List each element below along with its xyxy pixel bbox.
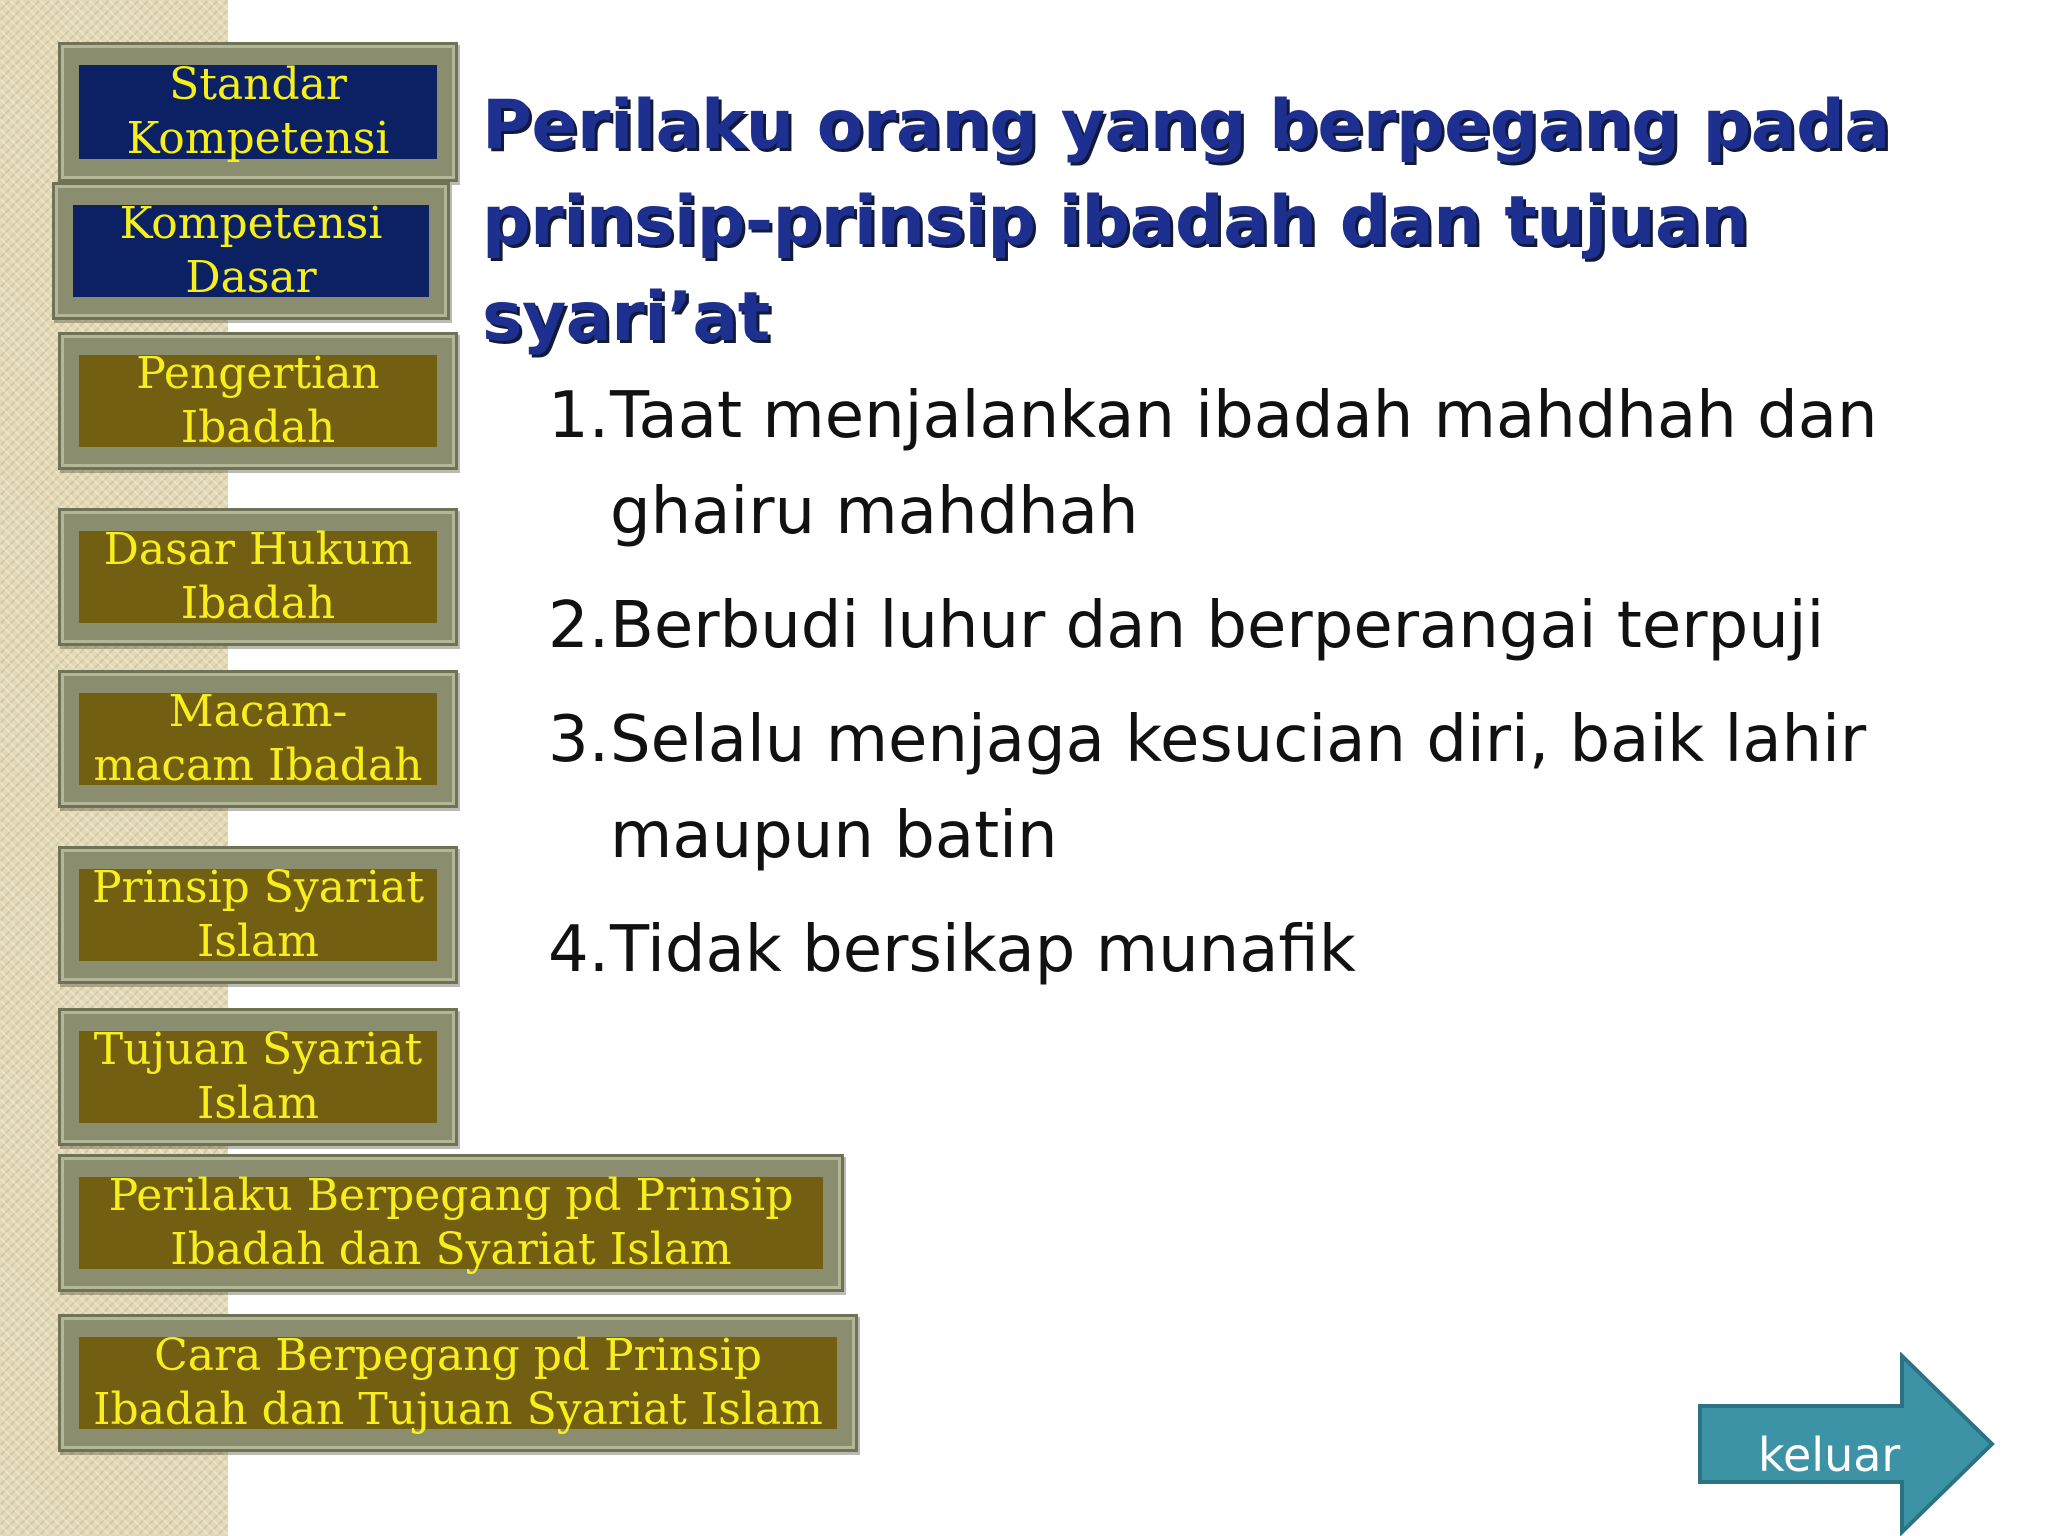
nav-macam-ibadah-button[interactable] [58, 670, 458, 808]
keluar-button[interactable] [1696, 1352, 1996, 1536]
list-item-text: Taat menjalankan ibadah mahdhah dan ghairu mahdhah [610, 379, 1878, 549]
nav-standar-kompetensi-label: Standar Kompetensi [79, 65, 437, 159]
keluar-label: keluar [1758, 1428, 1901, 1482]
list-item-text: Berbudi luhur dan berperangai terpuji [610, 589, 1825, 663]
nav-pengertian-ibadah-label: Pengertian Ibadah [79, 355, 437, 447]
list-item-text: Selalu menjaga kesucian diri, baik lahir maupun batin [610, 703, 1867, 873]
list-item-number: 4. [548, 913, 610, 987]
list-item-number: 2. [548, 589, 610, 663]
list-item-number: 1. [548, 379, 610, 453]
list-item [548, 692, 1948, 884]
slide-title: Perilaku orang yang berpegang pada prinsip-prinsip ibadah dan tujuan syari’at [482, 86, 1890, 357]
nav-perilaku-berpegang-button[interactable] [58, 1154, 844, 1292]
nav-kompetensi-dasar-label: Kompetensi Dasar [73, 205, 429, 297]
list-item-number: 3. [548, 703, 610, 777]
list-item [548, 368, 1948, 560]
nav-cara-berpegang-label: Cara Berpegang pd Prinsip Ibadah dan Tujuan Syariat Islam [79, 1337, 837, 1429]
nav-dasar-hukum-ibadah-button[interactable] [58, 508, 458, 646]
nav-standar-kompetensi-button[interactable] [58, 42, 458, 182]
list-item [548, 902, 1948, 998]
nav-cara-berpegang-button[interactable] [58, 1314, 858, 1452]
nav-dasar-hukum-ibadah-label: Dasar Hukum Ibadah [79, 531, 437, 623]
nav-prinsip-syariat-label: Prinsip Syariat Islam [79, 869, 437, 961]
nav-kompetensi-dasar-button[interactable] [52, 182, 450, 320]
points-list [548, 368, 1948, 1016]
nav-tujuan-syariat-button[interactable] [58, 1008, 458, 1146]
list-item-text: Tidak bersikap munafik [610, 913, 1356, 987]
nav-tujuan-syariat-label: Tujuan Syariat Islam [79, 1031, 437, 1123]
nav-perilaku-berpegang-label: Perilaku Berpegang pd Prinsip Ibadah dan Syariat Islam [79, 1177, 823, 1269]
nav-macam-ibadah-label: Macam- macam Ibadah [79, 693, 437, 785]
nav-pengertian-ibadah-button[interactable] [58, 332, 458, 470]
nav-prinsip-syariat-button[interactable] [58, 846, 458, 984]
list-item [548, 578, 1948, 674]
